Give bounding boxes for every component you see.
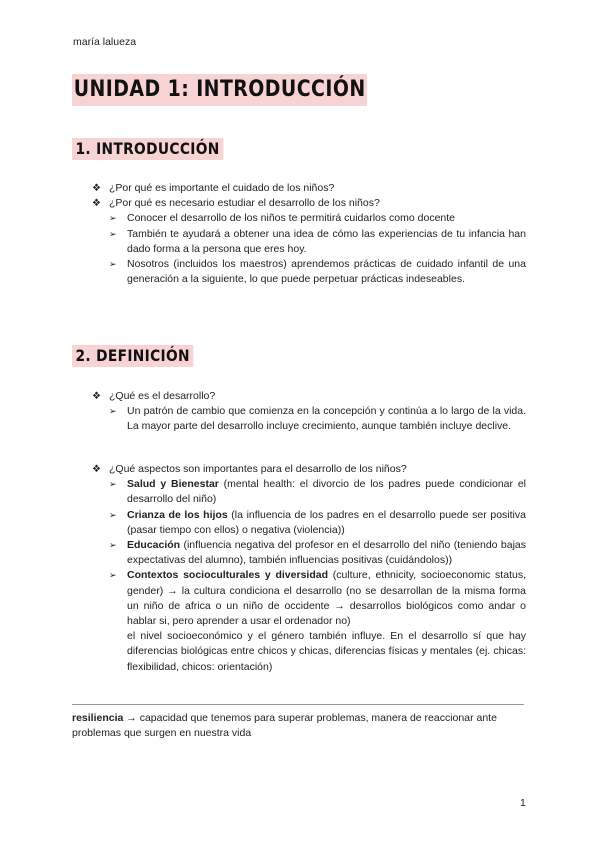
section-definicion-q1: [92, 389, 526, 435]
aspect-item: [109, 477, 526, 507]
question-item: [92, 462, 526, 477]
answer-item: [109, 404, 526, 434]
section-definicion-q2: [92, 462, 526, 675]
definition-note: [72, 711, 526, 741]
question-text: ¿Por qué es necesario estudiar el desarrollo de los niños?: [109, 197, 380, 210]
section-heading-introduccion: 1. INTRODUCCIÓN: [72, 138, 223, 160]
answer-item: [109, 227, 526, 257]
aspect-term: Educación: [127, 539, 181, 552]
note-term: resiliencia: [72, 712, 124, 724]
aspect-term: Crianza de los hijos: [127, 508, 228, 521]
answer-text: También te ayudará a obtener una idea de cómo las experiencias de tu infancia han dado forma a la persona que eres hoy.: [127, 227, 526, 255]
question-text: ¿Por qué es importante el cuidado de los niños?: [109, 182, 335, 194]
aspect-text: (la influencia de los padres en el desarrollo puede ser positiva (pasar tiempo con ellos) o negativa (violencia)): [127, 508, 526, 536]
aspect-text: (mental health: el divorcio de los padres puede condicionar el desarrollo del niño): [127, 478, 526, 506]
page-number: 1: [520, 797, 526, 809]
arrowhead-icon: ➢: [109, 479, 117, 490]
diamond-cluster-icon: ❖: [92, 391, 101, 402]
horizontal-divider: [72, 704, 524, 705]
aspect-term: Salud y Bienestar: [127, 478, 219, 491]
aspect-extra-text: el nivel socioeconómico y el género también influye. En el desarrollo sí que hay diferencias biológicas entre chicos y chicas, diferencias físicas y mentales (ej. chicas: flexibilidad, chicos: orientación): [127, 630, 526, 673]
question-item: [92, 181, 526, 196]
aspect-item: [109, 508, 526, 538]
arrowhead-icon: ➢: [109, 228, 117, 239]
arrowhead-icon: ➢: [109, 509, 117, 520]
aspect-item: [109, 538, 526, 568]
answer-text: Un patrón de cambio que comienza en la concepción y continúa a lo largo de la vida. La mayor parte del desarrollo incluye crecimiento, aunque también incluye declive.: [127, 405, 526, 433]
aspect-item: [109, 568, 526, 674]
aspect-text: (culture, ethnicity, socioeconomic status, gender) → la cultura condiciona el desarrollo (no se desarrollan de la misma forma un niño de africa o un niño de occidente → desarrollos biológicos como andar o hablar si, pero aprender a usar el ordenador no): [127, 569, 526, 628]
diamond-cluster-icon: ❖: [92, 183, 101, 194]
aspect-term: Contextos socioculturales y diversidad: [127, 569, 328, 582]
question-text: ¿Qué aspectos son importantes para el desarrollo de los niños?: [109, 463, 407, 475]
arrowhead-icon: ➢: [109, 259, 117, 270]
question-item: [92, 196, 526, 211]
question-text: ¿Qué es el desarrollo?: [109, 390, 216, 402]
answer-item: [109, 257, 526, 287]
page-title: UNIDAD 1: INTRODUCCIÓN: [72, 74, 367, 106]
diamond-cluster-icon: ❖: [92, 464, 101, 475]
arrowhead-icon: ➢: [109, 540, 117, 551]
section-introduccion-content: [92, 181, 526, 287]
arrowhead-icon: ➢: [109, 213, 117, 224]
answer-item: [109, 211, 526, 226]
answer-text: Conocer el desarrollo de los niños te permitirá cuidarlos como docente: [127, 212, 456, 225]
author-name: maría lalueza: [73, 36, 137, 48]
arrowhead-icon: ➢: [109, 570, 117, 581]
diamond-cluster-icon: ❖: [92, 198, 101, 210]
answer-text: Nosotros (incluidos los maestros) aprendemos prácticas de cuidado infantil de una generación a la siguiente, lo que puede perpetuar prácticas indeseables.: [127, 258, 526, 286]
note-text: → capacidad que tenemos para superar problemas, manera de reaccionar ante problemas que surgen en nuestra vida: [72, 712, 497, 740]
question-item: [92, 389, 526, 404]
aspect-text: (influencia negativa del profesor en el desarrollo del niño (teniendo bajas expectativas del alumno), también influencias positivas (cuidándolos)): [127, 539, 526, 567]
arrowhead-icon: ➢: [109, 406, 117, 417]
section-heading-definicion: 2. DEFINICIÓN: [72, 345, 193, 367]
